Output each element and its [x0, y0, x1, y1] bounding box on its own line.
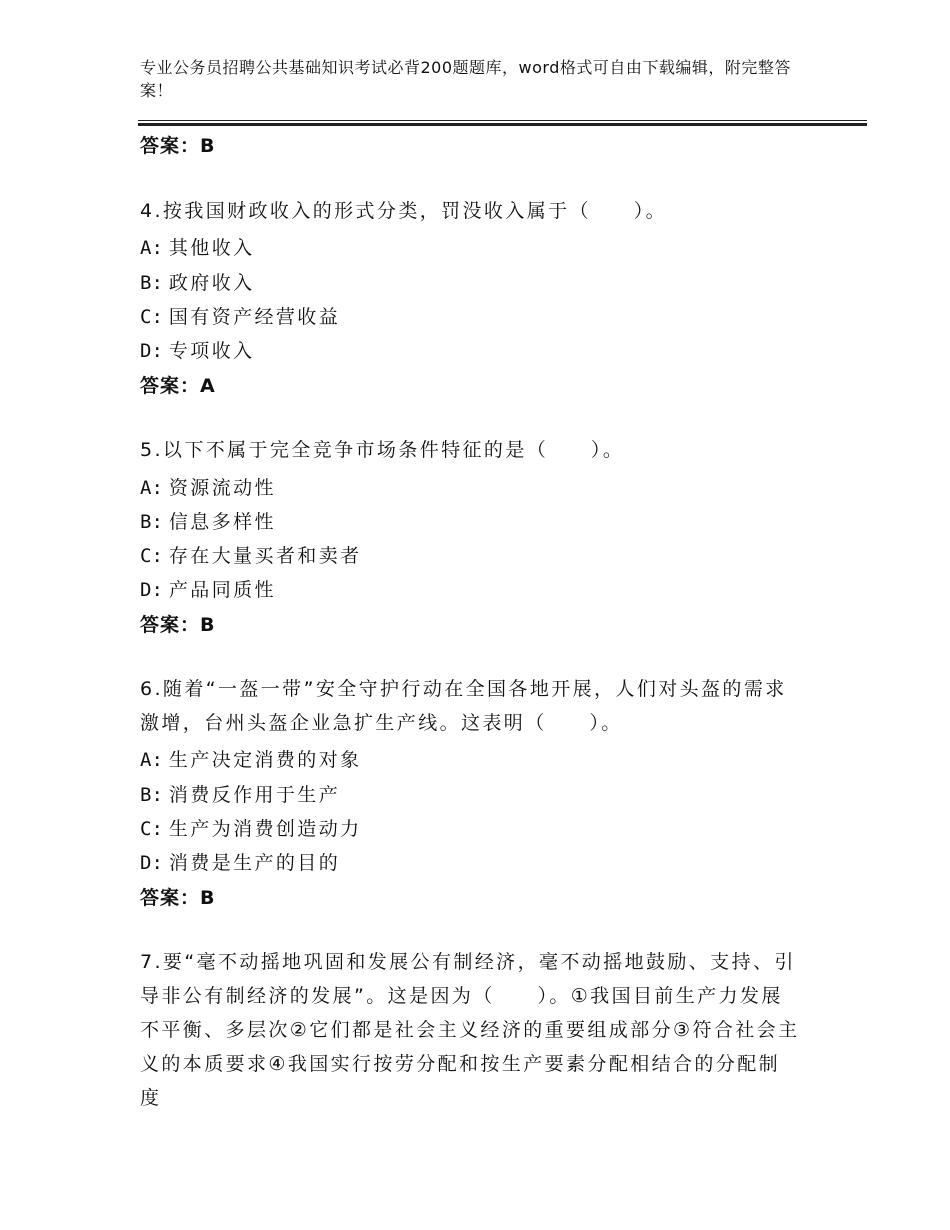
answer-q6: 答案：B	[140, 887, 216, 909]
question-6-option-c	[140, 814, 362, 841]
question-6-option-a	[140, 745, 362, 772]
option-key: D:	[140, 852, 163, 874]
header-rule-thick	[138, 123, 867, 126]
option-key: A:	[140, 749, 163, 771]
option-text: 产品同质性	[168, 579, 276, 601]
question-5-option-b	[140, 507, 276, 534]
page-header: 专业公务员招聘公共基础知识考试必背200题题库，word格式可自由下载编辑，附完整答案！	[140, 58, 791, 100]
question-5-option-c	[140, 541, 362, 568]
answer-q3: 答案：B	[140, 135, 216, 157]
question-6-option-b	[140, 780, 340, 807]
question-4-option-a	[140, 233, 255, 260]
question-5-stem: 5.以下不属于完全竞争市场条件特征的是（ ）。	[140, 439, 625, 461]
option-key: D:	[140, 340, 163, 362]
question-5-option-d	[140, 575, 276, 602]
question-7-stem: 7.要“毫不动摇地巩固和发展公有制经济，毫不动摇地鼓励、支持、引导非公有制经济的发展”。这是因为（ ）。①我国目前生产力发展不平衡、多层次②它们都是社会主义经济的重要组成部分③符合社会主义的本质要求④我国实行按劳分配和按生产要素分配相结合的分配制度	[140, 951, 800, 1109]
option-text: 生产决定消费的对象	[168, 749, 362, 771]
option-text: 其他收入	[168, 237, 255, 259]
question-6-option-d	[140, 848, 340, 875]
answer-q5: 答案：B	[140, 614, 216, 636]
option-text: 生产为消费创造动力	[168, 818, 362, 840]
header-rule-thin	[138, 120, 867, 121]
question-4-option-c	[140, 302, 340, 329]
option-key: D:	[140, 579, 163, 601]
question-4-option-b	[140, 268, 255, 295]
option-key: C:	[140, 818, 163, 840]
option-key: C:	[140, 545, 163, 567]
option-key: B:	[140, 272, 163, 294]
option-key: A:	[140, 477, 163, 499]
option-key: B:	[140, 784, 163, 806]
question-4-option-d	[140, 336, 255, 363]
option-key: C:	[140, 306, 163, 328]
option-text: 专项收入	[168, 340, 255, 362]
question-6-stem: 6.随着“一盔一带”安全守护行动在全国各地开展，人们对头盔的需求激增，台州头盔企业急扩生产线。这表明（ ）。	[140, 678, 787, 734]
answer-q4: 答案：A	[140, 375, 216, 397]
option-text: 信息多样性	[168, 511, 276, 533]
option-text: 消费反作用于生产	[168, 784, 341, 806]
question-5-option-a	[140, 473, 276, 500]
option-text: 消费是生产的目的	[168, 852, 341, 874]
option-text: 政府收入	[168, 272, 255, 294]
question-4-stem: 4.按我国财政收入的形式分类，罚没收入属于（ ）。	[140, 200, 668, 222]
option-text: 国有资产经营收益	[168, 306, 341, 328]
option-text: 存在大量买者和卖者	[168, 545, 362, 567]
option-text: 资源流动性	[168, 477, 276, 499]
option-key: B:	[140, 511, 163, 533]
option-key: A:	[140, 237, 163, 259]
